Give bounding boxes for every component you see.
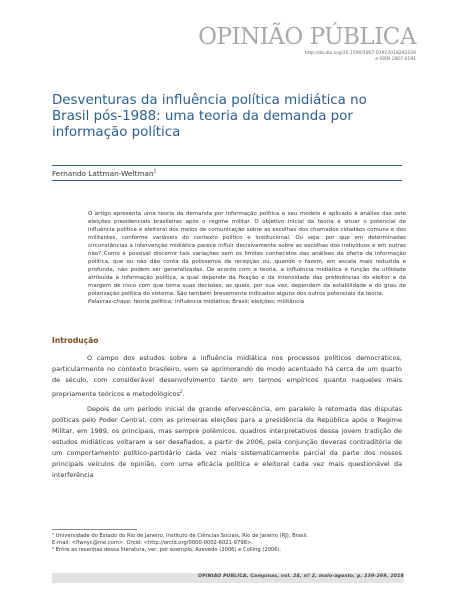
abstract (88, 210, 406, 306)
keywords (88, 298, 406, 306)
keywords-label: Palavras-chave (88, 299, 130, 305)
doi-link[interactable]: http://dx.doi.org/10.1590/1807-01912018242239 (304, 51, 416, 56)
footer-citation: OPINIÃO PÚBLICA, Campinas, vol. 24, nº 2, maio-agosto, p. 239-269, 2018 (198, 574, 404, 579)
journal-meta (305, 51, 416, 63)
article-title: Desventuras da influência política midiática no Brasil pós-1988: uma teoria da demanda por informação política (52, 93, 367, 140)
paragraph-text: O campo dos estudos sobre a influência midiática nos processos políticos democráticos, particularmente no contexto brasileiro, vem se aprimorando de modo acentuado há cerca de um quarto de século, com considerável desenvolvimento tanto em termos empíricos quanto naqueles mais propriamente teóricos e metodológicos (52, 354, 402, 399)
eissn: e-ISSN 1807-0191 (375, 57, 416, 62)
journal-name: OPINIÃO PÚBLICA (198, 24, 416, 50)
abstract-text: O artigo apresenta uma teoria da demanda por informação política e seu modelo é aplicado à análise das sete eleições presidenciais brasileiras após o regime militar. O objetivo inicial da teoria é situar o potencial de influência política e eleitoral dos meios de comunicação sobre as escolhas dos chamados cidadãos comuns e dos militantes, conforme variáveis do contexto político e institucional. Ou seja: por que em determinadas circunstâncias a intervenção midiática parece influir decisivamente sobre as escolhas dos indivíduos e em outras não? Como é possível discernir tais variações sem os limites conhecidos das análises da oferta da informação política, que ou não dão conta da polissemia da recepção ou, quando o fazem, em escala mais reduzida e profunda, não podem ser generalizadas. De acordo com a teoria, a influência midiática é função da utilidade atribuída à informação política, a qual depende da fixação e da intensidade das preferências do eleitor e da margem de risco com que toma suas decisões, as quais, por sua vez, dependem da estabilidade e do grau de polarização política do sistema. São também brevemente indicados alguns dos outros potenciais da teoria. (88, 211, 406, 297)
footnote-marker[interactable]: 2 (179, 389, 183, 394)
paragraph: Depois de um período inicial de grande efervescência, em paralelo à retomada das disputas políticas pelo Poder Central, com as primeiras eleições para a presidência da República após o Regime Militar, em 1989, os principais, mas sempre polêmicos, quadros interpretativos dessa jovem tradição de estudos midiáticos voltaram a ser desafiados, a partir de 2006, pela conjunção deveras contraditória de um comportamento político-partidário cada vez mais sistematicamente parcial da parte dos nossos principais veículos de opinião, com uma eficácia política e eleitoral cada vez mais questionável da interferência (52, 405, 402, 480)
footnote-2: ² Entre as resenhas dessa literatura, ver, por exemplo, Azevedo (2006) e Colling (2006). (52, 547, 282, 553)
footnote-1-line-2: E-mail: <flwnyc@me.com>. Orcid: <http://orcid.org/0000-0002-6021-9798>. (52, 540, 253, 546)
paragraph-end: . (182, 390, 185, 399)
author-line (52, 169, 156, 178)
section-heading-introducao: Introdução (52, 336, 99, 345)
author-rule-top (52, 165, 402, 166)
footnote-1-line-1: ¹ Universidade do Estado do Rio de Janeiro, Instituto de Ciências Sociais, Rio de Janeiro (RJ), Brasil. (52, 533, 309, 539)
body-text (52, 353, 402, 485)
paragraph (52, 353, 402, 400)
footnote-separator (52, 529, 137, 530)
author-footnote-marker[interactable]: 1 (153, 169, 157, 175)
author-name: Fernando Lattman-Weltman (52, 169, 154, 178)
footnotes (52, 533, 402, 554)
keywords-list: : teoria política; influência midiática; Brasil; eleições; militância (129, 299, 305, 305)
author-rule-bottom (52, 180, 402, 181)
